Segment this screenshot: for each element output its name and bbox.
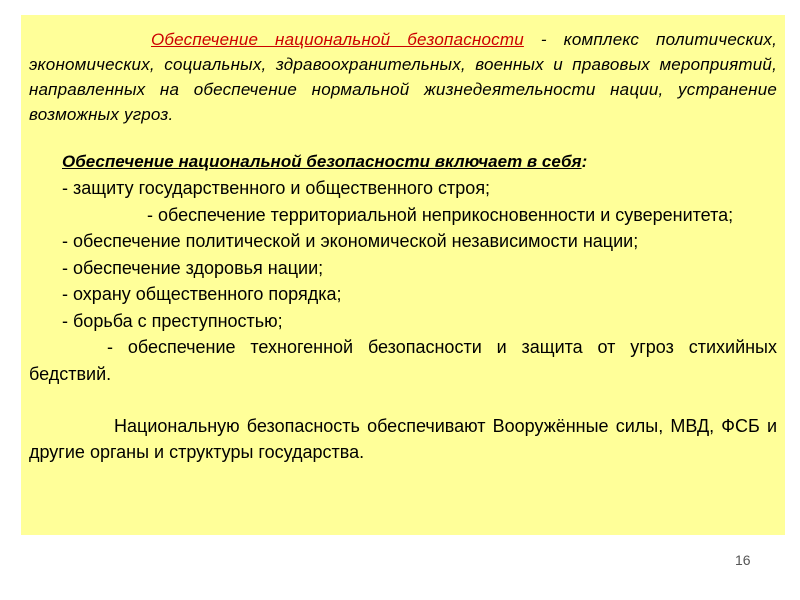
includes-list xyxy=(29,175,777,387)
slide-content xyxy=(21,15,785,535)
includes-heading xyxy=(29,149,777,175)
final-paragraph: Национальную безопасность обеспечивают Вооружённые силы, МВД, ФСБ и другие органы и структуры государства. xyxy=(29,416,777,462)
list-item: - защиту государственного и общественного строя; xyxy=(62,178,491,198)
includes-heading-colon: : xyxy=(581,152,588,171)
page-number: 16 xyxy=(735,552,751,568)
list-item: - обеспечение техногенной безопасности и защита от угроз стихийных бедствий. xyxy=(29,337,777,384)
definition-term: Обеспечение национальной безопасности xyxy=(151,30,524,49)
includes-heading-text: Обеспечение национальной безопасности включает в себя xyxy=(62,152,582,171)
list-item: - обеспечение здоровья нации; xyxy=(62,257,324,278)
definition-paragraph xyxy=(29,27,777,127)
definition-text: - комплекс политических, экономических, социальных, здравоохранительных, военных и правовых мероприятий, направленных на обеспечение нормальной жизнедеятельности нации, устранение возможных угроз. xyxy=(29,30,777,124)
list-item: - охрану общественного порядка; xyxy=(62,284,342,304)
list-item: - обеспечение территориальной неприкосновенности и суверенитета; xyxy=(147,204,734,225)
list-item: - обеспечение политической и экономической независимости нации; xyxy=(62,231,639,251)
list-item: - борьба с преступностью; xyxy=(62,310,283,331)
